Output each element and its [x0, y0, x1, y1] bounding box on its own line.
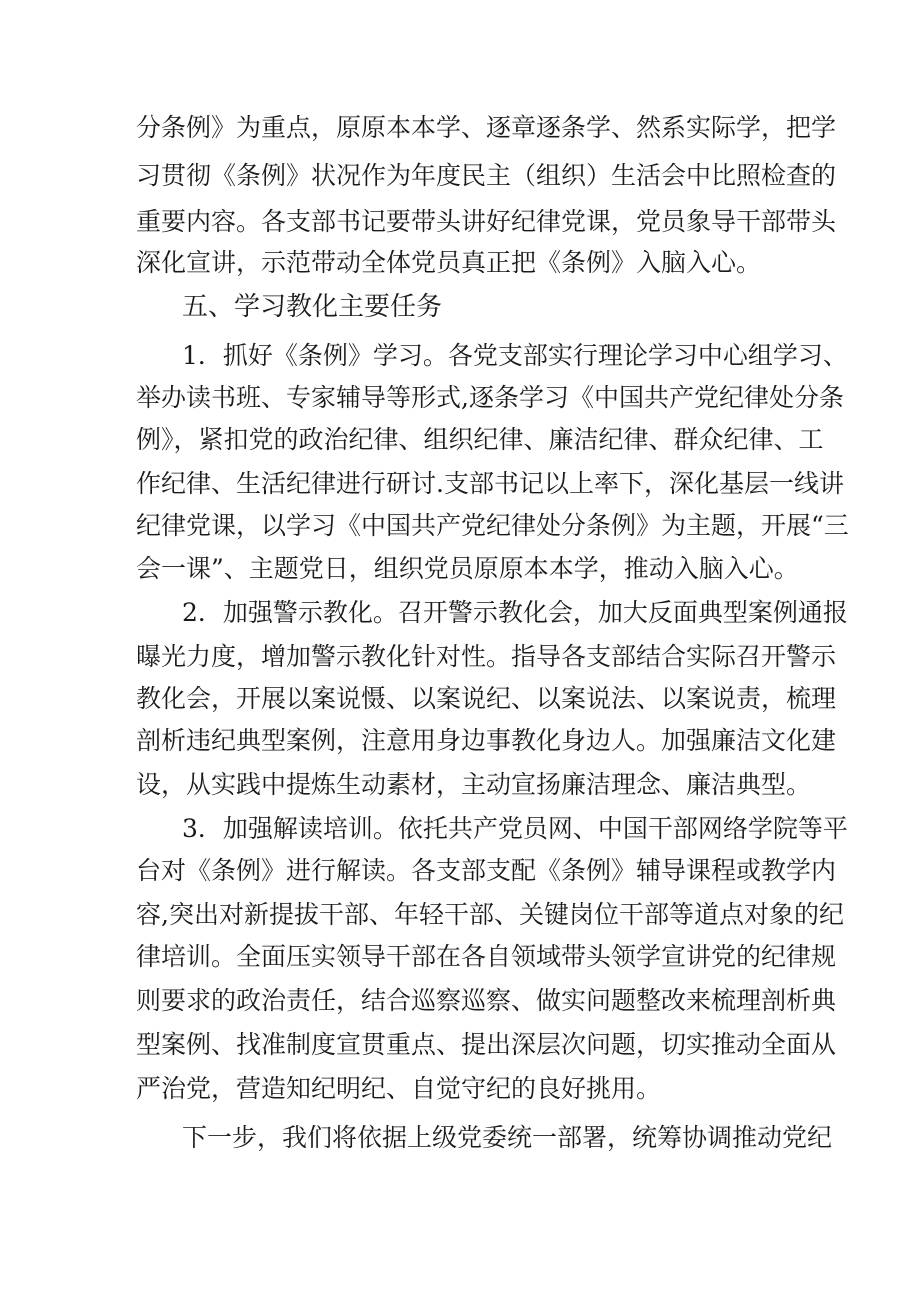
item2-line-2: 曝光力度，增加警示教化针对性。指导各支部结合实际召开警示 [136, 642, 837, 671]
item3-line-6: 型案例、找准制度宣贯重点、提出深层次问题，切实推动全面从 [136, 1030, 837, 1059]
item2-line-4: 剖析违纪典型案例，注意用身边事教化身边人。加强廉洁文化建 [136, 726, 837, 755]
item3-line-4: 律培训。全面压实领导干部在各自领域带头领学宣讲党的纪律规 [136, 942, 837, 971]
item1-line-6: 会一课”、主题党日，组织党员原原本本学，推动入脑入心。 [136, 554, 799, 583]
item2-line-3: 教化会，开展以案说慑、以案说纪、以案说法、以案说责，梳理 [136, 684, 837, 713]
item3-line-5: 则要求的政治责任，结合巡察巡察、做实问题整改来梳理剖析典 [136, 986, 837, 1015]
item1-line-1: 1．抓好《条例》学习。各党支部实行理论学习中心组学习、 [182, 341, 848, 370]
closing-line-1: 下一步，我们将依据上级党委统一部署，统筹协调推动党纪 [182, 1123, 833, 1152]
intro-line-3: 重要内容。各支部书记要带头讲好纪律党课，党员象导干部带头 [136, 207, 837, 236]
item3-line-1: 3．加强解读培训。依托共产党员网、中国干部网络学院等平 [182, 814, 848, 843]
item2-line-5: 设，从实践中提炼生动素材，主动宣扬廉洁理念、廉洁典型。 [136, 770, 812, 799]
item1-line-3: 例》，紧扣党的政治纪律、组织纪律、廉洁纪律、群众纪律、工 [136, 425, 824, 454]
item1-line-4: 作纪律、生活纪律进行研讨.支部书记以上率下，深化基层一线讲 [136, 469, 844, 498]
item3-line-2: 台对《条例》进行解读。各支部支配《条例》辅导课程或教学内 [136, 856, 837, 885]
item3-line-3: 容,突出对新提拔干部、年轻干部、关键岗位干部等道点对象的纪 [136, 900, 844, 929]
intro-line-1: 分条例》为重点，原原本本学、逐章逐条学、然系实际学，把学 [136, 113, 837, 142]
item1-line-2: 举办读书班、专家辅导等形式,逐条学习《中国共产党纪律处分条 [136, 383, 844, 412]
intro-line-4: 深化宣讲，示范带动全体党员真正把《条例》入脑入心。 [136, 248, 762, 277]
intro-line-2: 习贯彻《条例》状况作为年度民主（组织）生活会中比照检查的 [136, 161, 837, 190]
item2-line-1: 2．加强警示教化。召开警示教化会，加大反面典型案例通报 [182, 598, 848, 627]
section-heading: 五、学习教化主要任务 [182, 292, 443, 322]
item1-line-5: 纪律党课，以学习《中国共产党纪律处分条例》为主题，开展“三 [136, 511, 849, 540]
item3-line-7: 严治党，营造知纪明纪、自觉守纪的良好挑用。 [136, 1074, 662, 1103]
